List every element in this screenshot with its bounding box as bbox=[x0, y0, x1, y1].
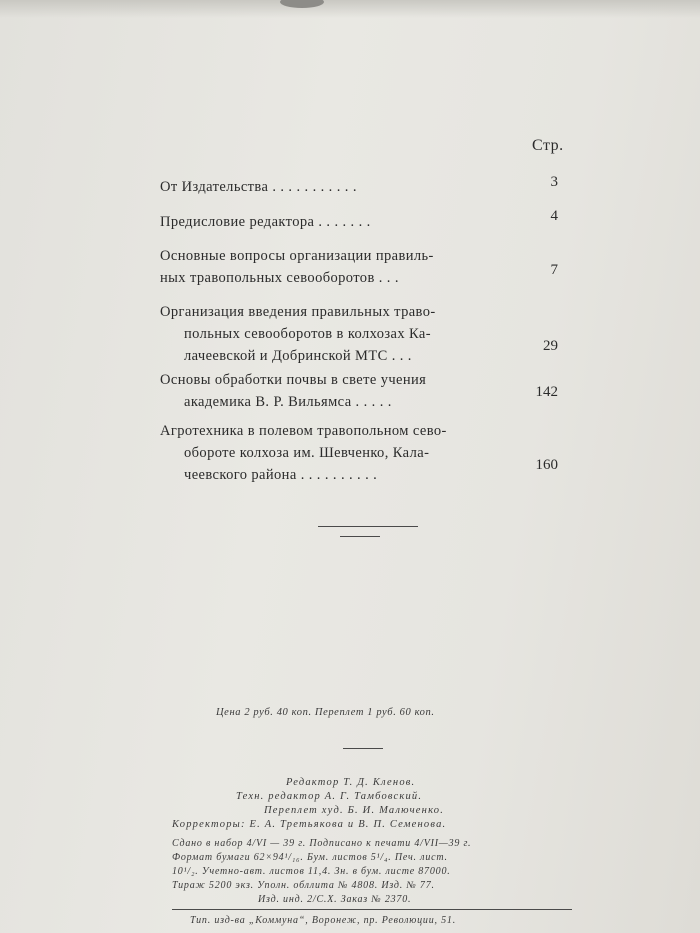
divider-rule bbox=[318, 526, 418, 527]
tech-line: Тираж 5200 экз. Уполн. обллита № 4808. Изд. № 77. bbox=[172, 880, 435, 891]
toc-entry bbox=[160, 211, 570, 233]
toc-page-number: 7 bbox=[550, 262, 558, 278]
credit-binding-artist: Переплет худ. Б. И. Малюченко. bbox=[264, 805, 445, 816]
page-edge-shadow bbox=[0, 0, 700, 18]
credit-tech-editor: Техн. редактор А. Г. Тамбовский. bbox=[236, 791, 423, 802]
toc-page-number: 3 bbox=[550, 174, 558, 190]
divider-rule bbox=[172, 909, 572, 910]
toc-entry-line: польных севооборотов в колхозах Ка- bbox=[184, 326, 431, 342]
printer-line: Тип. изд-ва „Коммуна“, Воронеж, пр. Революции, 51. bbox=[190, 915, 457, 926]
tech-line: Сдано в набор 4/VI — 39 г. Подписано к печати 4/VII—39 г. bbox=[172, 838, 472, 849]
toc-entry-line: академика В. Р. Вильямса . . . . . bbox=[184, 394, 392, 410]
toc-entry bbox=[160, 369, 570, 413]
toc-page-number: 29 bbox=[543, 338, 558, 354]
toc-entry bbox=[160, 176, 570, 198]
toc-entry bbox=[160, 301, 570, 367]
divider-rule-short bbox=[340, 536, 380, 537]
toc-entry-line: лачеевской и Добринской МТС . . . bbox=[184, 348, 412, 364]
toc-entry-line: обороте колхоза им. Шевченко, Кала- bbox=[184, 445, 430, 461]
tech-line: Изд. инд. 2/С.Х. Заказ № 2370. bbox=[258, 894, 412, 905]
toc-page-number: 142 bbox=[535, 384, 558, 400]
divider-rule-short bbox=[343, 748, 383, 749]
toc-entry-line: Основные вопросы организации правиль- bbox=[160, 248, 434, 264]
tech-line: 10¹/₂. Учетно-авт. листов 11,4. Зн. в бум. листе 87000. bbox=[172, 866, 451, 877]
credit-proofreaders: Корректоры: Е. А. Третьякова и В. П. Семенова. bbox=[172, 819, 447, 830]
toc-entry-line: Агротехника в полевом травопольном сево- bbox=[160, 423, 447, 439]
page-column-label: Стр. bbox=[532, 137, 564, 154]
toc-entry-line: чеевского района . . . . . . . . . . bbox=[184, 467, 378, 483]
toc-entry bbox=[160, 245, 570, 289]
toc-entry-line: От Издательства . . . . . . . . . . . bbox=[160, 179, 357, 195]
toc-page-number: 160 bbox=[535, 457, 558, 473]
price-line: Цена 2 руб. 40 коп. Переплет 1 руб. 60 коп. bbox=[216, 707, 435, 718]
credit-editor: Редактор Т. Д. Кленов. bbox=[286, 777, 416, 788]
toc-entry-line: ных травопольных севооборотов . . . bbox=[160, 270, 399, 286]
toc-entry bbox=[160, 420, 570, 486]
toc-entry-line: Предисловие редактора . . . . . . . bbox=[160, 214, 371, 230]
toc-entry-line: Основы обработки почвы в свете учения bbox=[160, 372, 427, 388]
toc-page-number: 4 bbox=[550, 208, 558, 224]
tech-line: Формат бумаги 62×94¹/₁₆. Бум. листов 5¹/₄. Печ. лист. bbox=[172, 852, 448, 863]
toc-entry-line: Организация введения правильных траво- bbox=[160, 304, 436, 320]
